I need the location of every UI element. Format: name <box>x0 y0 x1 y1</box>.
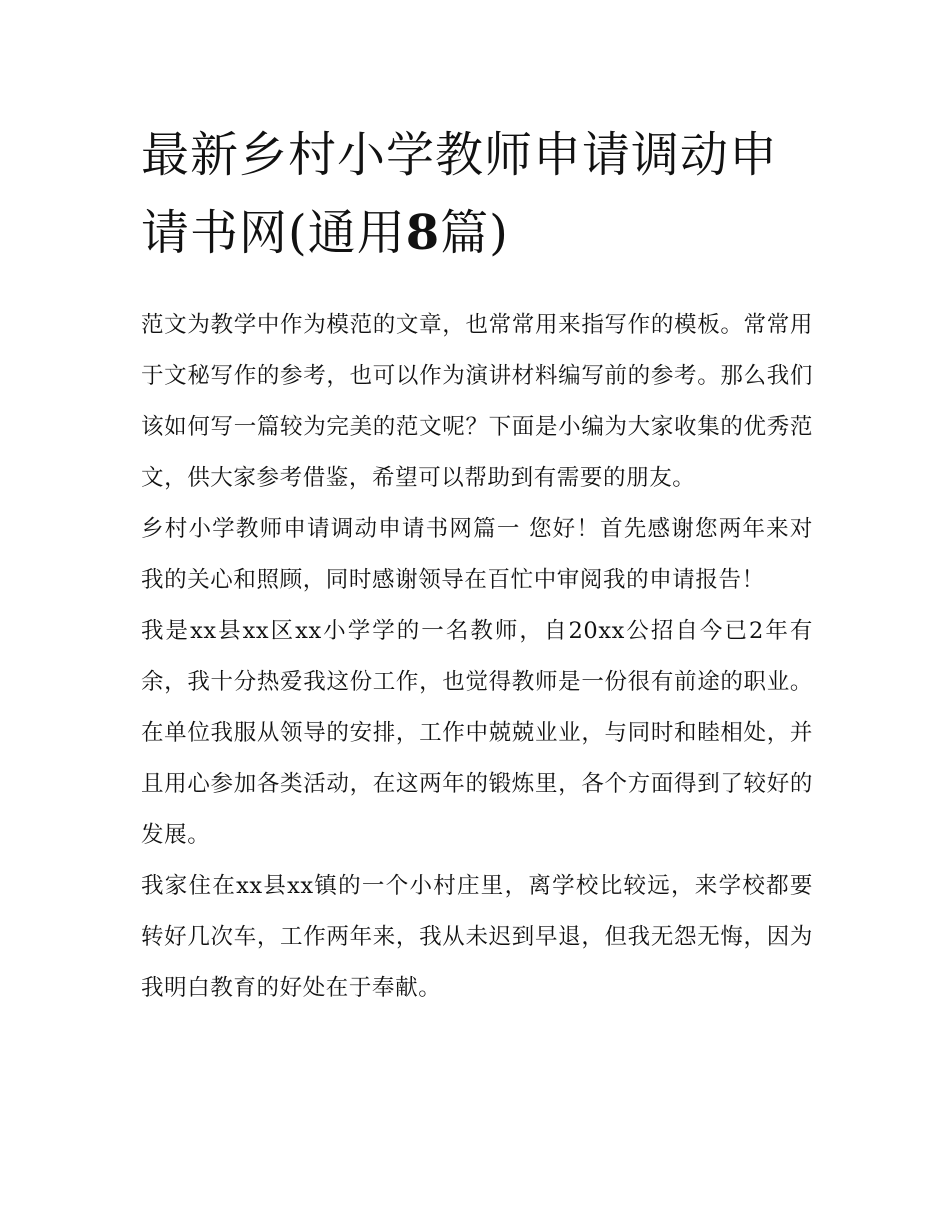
document-title <box>141 116 813 272</box>
paragraph-intro: 范文为教学中作为模范的文章，也常常用来指写作的模板。常常用于文秘写作的参考，也可以作为演讲材料编写前的参考。那么我们该如何写一篇较为完美的范文呢？下面是小编为大家收集的优秀范文，供大家参考借鉴，希望可以帮助到有需要的朋友。 <box>141 312 813 491</box>
title-text-before: 最新乡村小学教师申请调动申请书网(通用 <box>141 127 779 261</box>
title-number: 8 <box>405 205 441 261</box>
paragraph-greeting: 乡村小学教师申请调动申请书网篇一 您好！首先感谢您两年来对我的关心和照顾，同时感谢领导在百忙中审阅我的申请报告！ <box>141 516 813 593</box>
paragraph-home-situation: 我家住在xx县xx镇的一个小村庄里，离学校比较远，来学校都要转好几次车，工作两年来，我从未迟到早退，但我无怨无悔，因为我明白教育的好处在于奉献。 <box>141 873 813 1001</box>
document-body <box>141 116 813 1014</box>
title-text-after: 篇) <box>440 205 509 261</box>
paragraph-self-introduction: 我是xx县xx区xx小学学的一名教师，自20xx公招自今已2年有余，我十分热爱我这份工作，也觉得教师是一份很有前途的职业。在单位我服从领导的安排，工作中兢兢业业，与同时和睦相处，并且用心参加各类活动，在这两年的锻炼里，各个方面得到了较好的发展。 <box>141 618 813 848</box>
